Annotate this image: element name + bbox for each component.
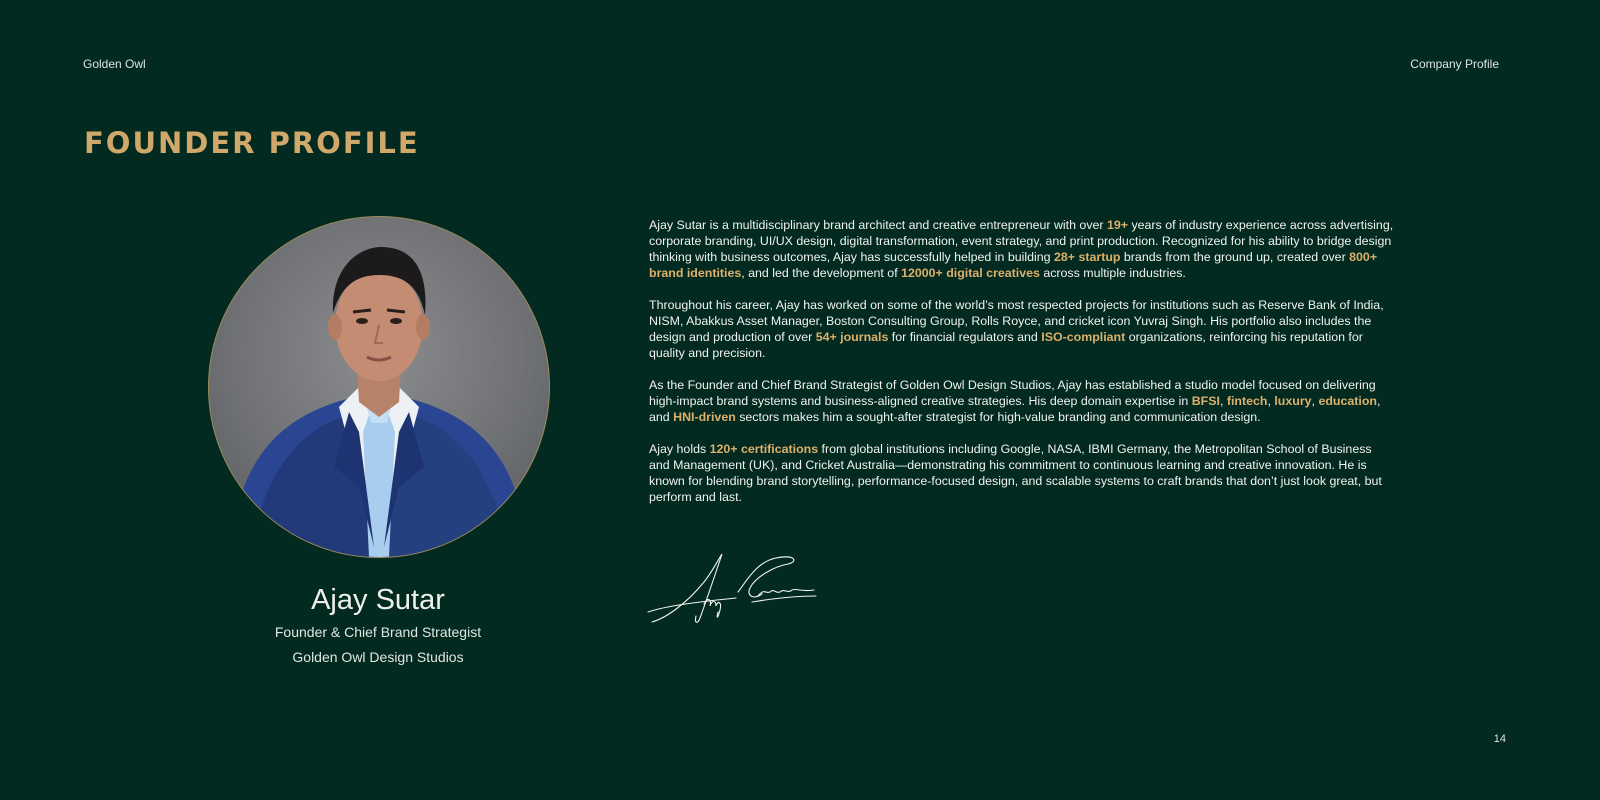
- bio-text: Ajay holds: [649, 442, 710, 456]
- bio-highlight: 12000+ digital creatives: [901, 266, 1040, 280]
- bio-paragraph: [649, 377, 1394, 425]
- bio-text: , and led the development of: [741, 266, 902, 280]
- bio-highlight: luxury: [1274, 394, 1312, 408]
- bio-text: As the Founder and Chief Brand Strategist of Golden Owl Design Studios, Ajay has established a studio model focused on delivering high-impact brand systems and business-aligned creative strategies. His deep domain expertise in: [649, 378, 1376, 408]
- bio-text: across multiple industries.: [1039, 266, 1186, 280]
- bio-text: ,: [1267, 394, 1275, 408]
- bio-text: , and: [649, 394, 1381, 424]
- bio-highlight: 28+ startup: [1054, 250, 1121, 264]
- founder-role: Founder & Chief Brand Strategist: [274, 624, 482, 640]
- bio-highlight: fintech: [1226, 394, 1268, 408]
- header-section: Company Profile: [1410, 57, 1499, 71]
- bio-highlight: HNI-driven: [673, 410, 736, 424]
- page-number: 14: [1493, 733, 1506, 745]
- bio-highlight: education: [1318, 394, 1377, 408]
- bio-highlight: 800+ brand identities: [649, 250, 1378, 280]
- bio-paragraph: [649, 297, 1394, 361]
- founder-photo: [208, 216, 550, 558]
- founder-bio: [649, 217, 1394, 521]
- signature: [646, 552, 818, 628]
- bio-highlight: ISO-compliant: [1041, 330, 1126, 344]
- bio-text: brands from the ground up, created over: [1120, 250, 1350, 264]
- bio-highlight: 19+: [1106, 218, 1129, 232]
- bio-text: organizations, reinforcing his reputation for quality and precision.: [649, 330, 1363, 360]
- bio-highlight: BFSI: [1191, 394, 1220, 408]
- founder-name: Ajay Sutar: [311, 584, 445, 616]
- bio-highlight: 120+ certifications: [709, 442, 819, 456]
- bio-paragraph: [649, 441, 1394, 505]
- portrait-illustration: [209, 217, 549, 557]
- bio-text: ,: [1311, 394, 1319, 408]
- bio-text: Throughout his career, Ajay has worked on some of the world’s most respected projects for institutions such as Reserve Bank of India, NISM, Abakkus Asset Manager, Boston Consulting Group, Rolls Royce, and cricket icon Yuvraj Singh. His portfolio also includes the design and production of over: [649, 298, 1384, 344]
- bio-text: years of industry experience across advertising, corporate branding, UI/UX design, digital transformation, event strategy, and print production. Recognized for his ability to bridge design thinking with business outcomes, Ajay has successfully helped in building: [649, 218, 1394, 264]
- bio-text: for financial regulators and: [888, 330, 1042, 344]
- bio-highlight: 54+ journals: [815, 330, 889, 344]
- bio-text: Ajay Sutar is a multidisciplinary brand architect and creative entrepreneur with over: [649, 218, 1107, 232]
- founder-company: Golden Owl Design Studios: [292, 649, 464, 665]
- bio-text: sectors makes him a sought-after strategist for high-value branding and communication design.: [735, 410, 1261, 424]
- bio-paragraph: [649, 217, 1394, 281]
- page-title: FOUNDER PROFILE: [84, 126, 420, 160]
- bio-text: ,: [1219, 394, 1227, 408]
- header-brand: Golden Owl: [83, 57, 146, 71]
- bio-text: from global institutions including Google, NASA, IBMI Germany, the Metropolitan School of Business and Management (UK), and Cricket Australia—demonstrating his commitment to continuous learning and creative innovation. He is known for blending brand storytelling, performance-focused design, and scalable systems to craft brands that don’t just look great, but perform and last.: [649, 442, 1382, 504]
